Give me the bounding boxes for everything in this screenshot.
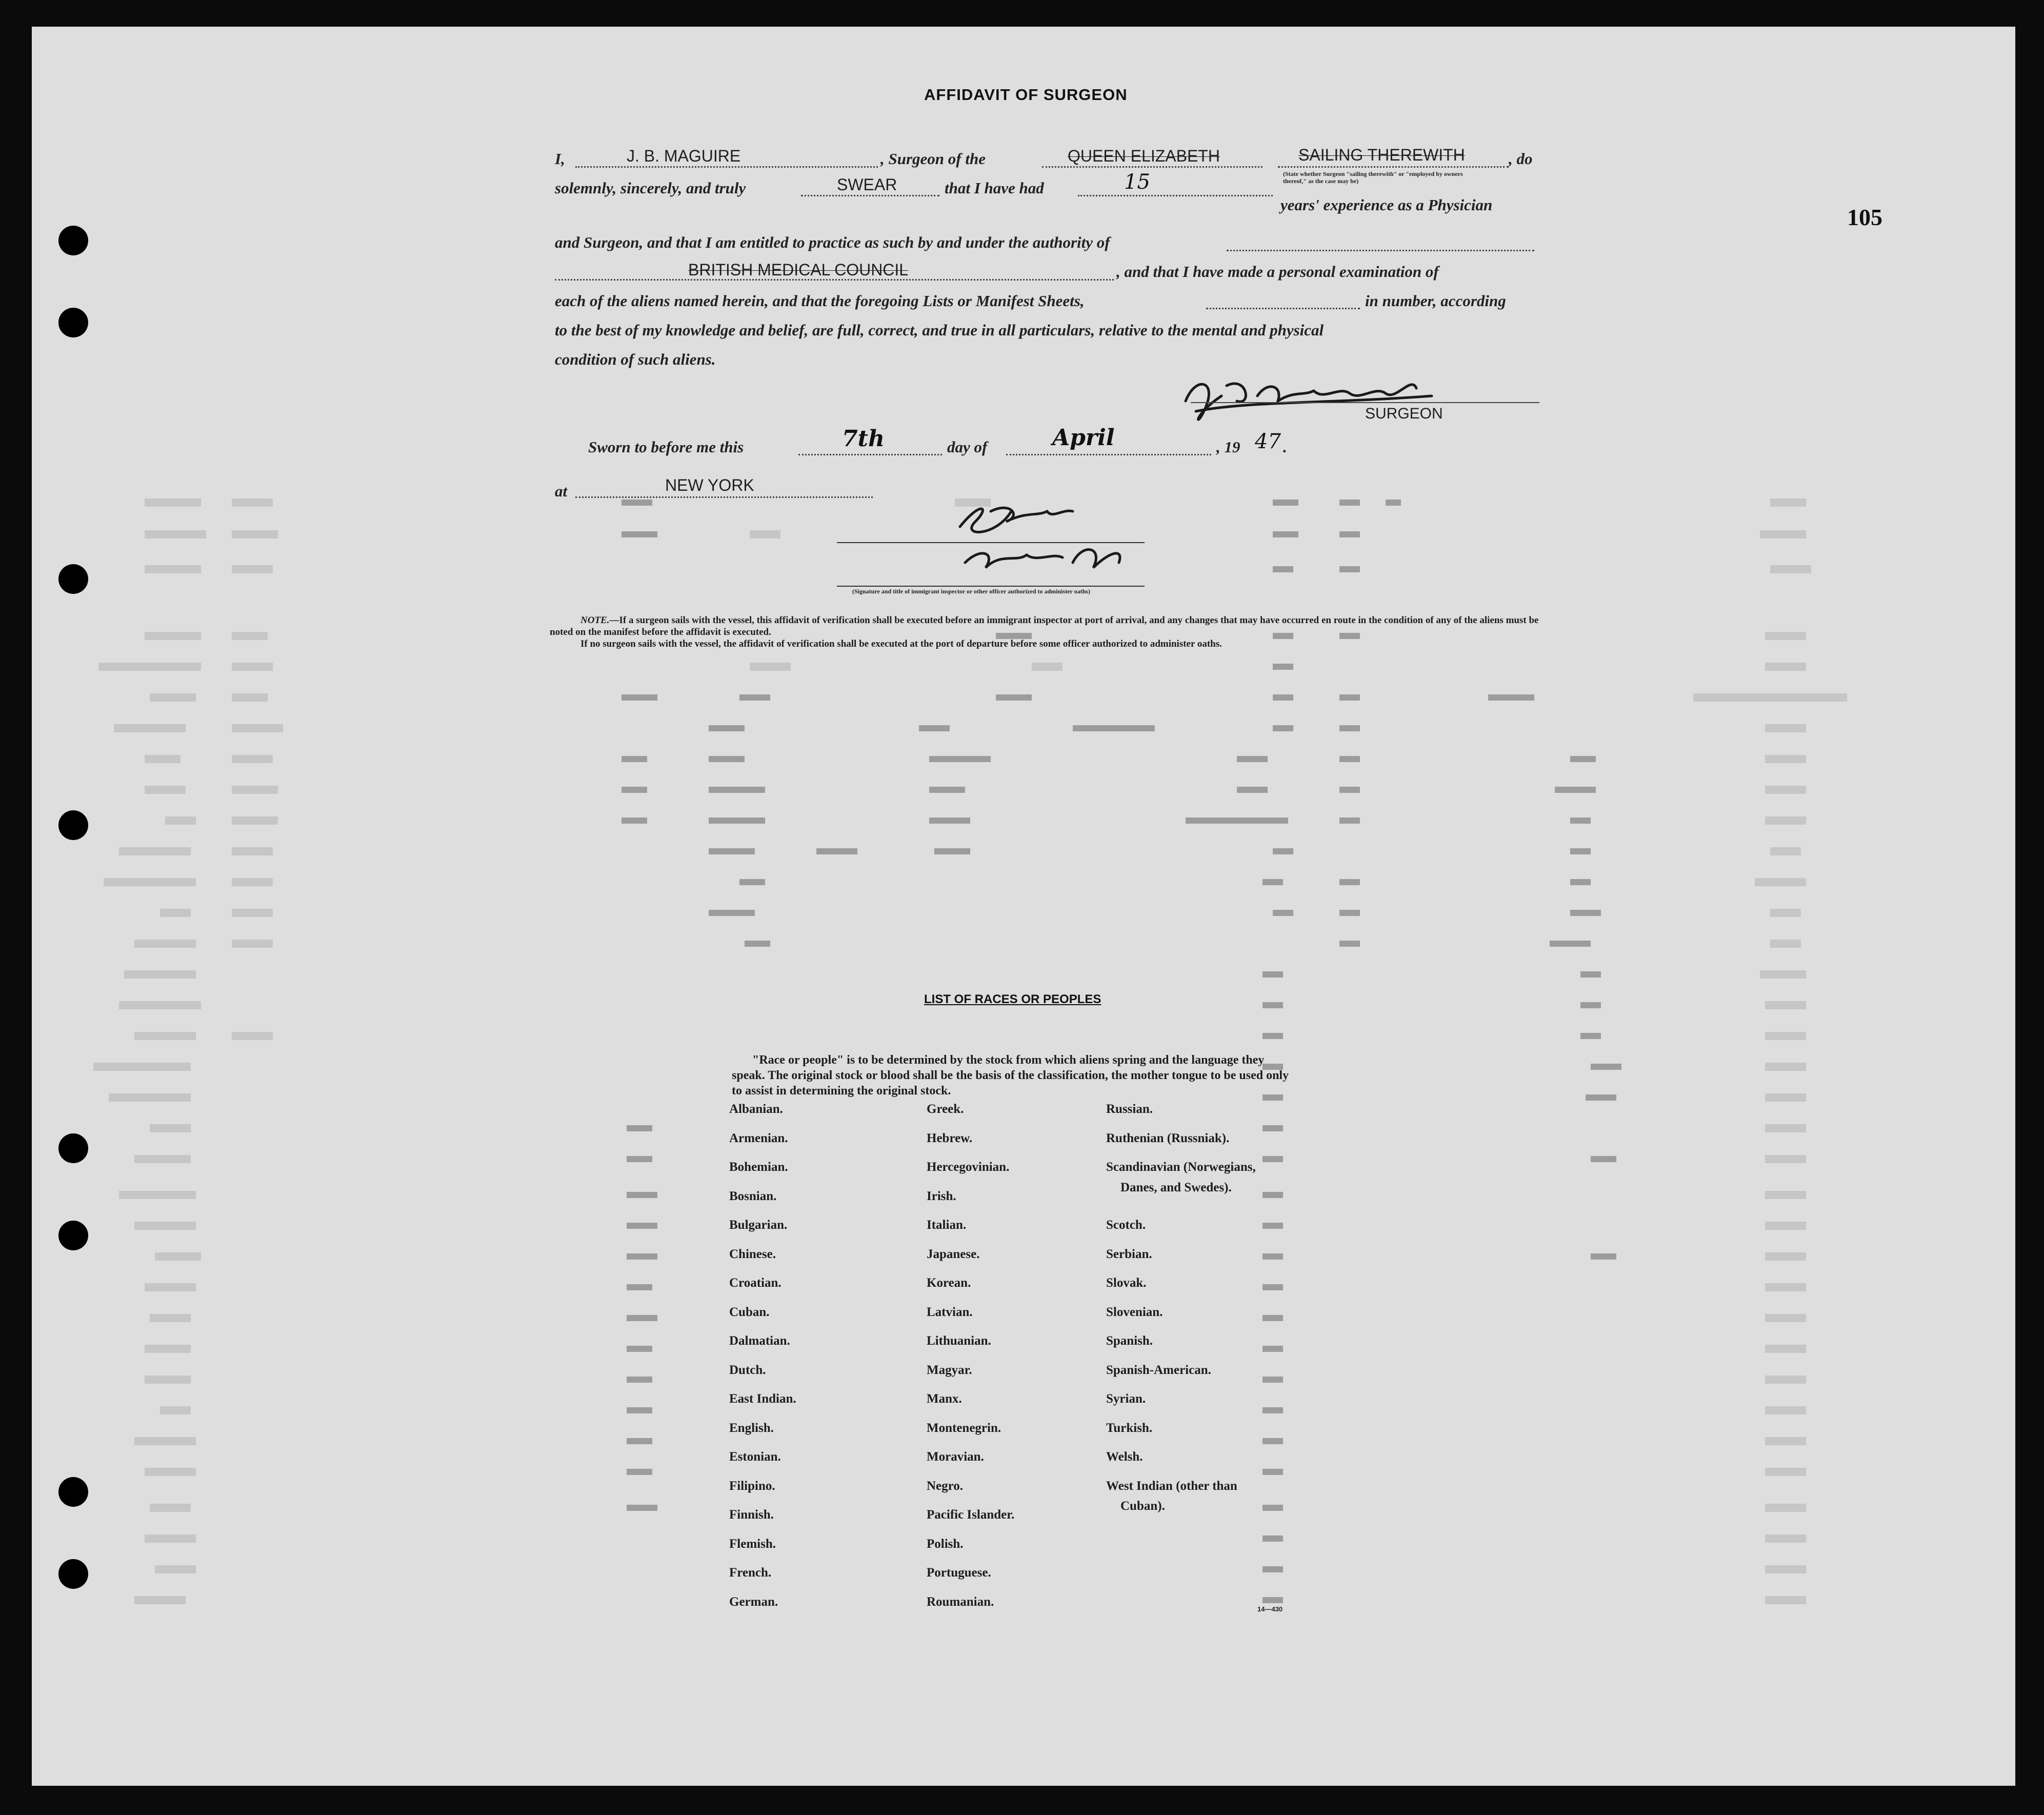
race-item: Moravian.	[927, 1450, 984, 1464]
sworn-pre: Sworn to before me this	[588, 438, 744, 456]
at-place-value: NEW YORK	[665, 476, 754, 494]
bleed-through-rows	[32, 27, 2015, 1786]
race-item: West Indian (other than	[1106, 1479, 1237, 1493]
race-item: Greek.	[927, 1102, 964, 1116]
race-item: Spanish-American.	[1106, 1363, 1211, 1377]
race-item: Polish.	[927, 1537, 964, 1551]
surgeon-name-value: J. B. MAGUIRE	[627, 147, 741, 165]
race-item: Lithuanian.	[927, 1334, 991, 1348]
note-text-2: If no surgeon sails with the vessel, the affidavit of verification shall be executed at the port of departure before some officer authorized to administer oaths.	[580, 639, 1222, 649]
race-item: English.	[729, 1421, 774, 1435]
race-item: Russian.	[1106, 1102, 1153, 1116]
authority-value: BRITISH MEDICAL COUNCIL	[688, 261, 909, 279]
race-item: Finnish.	[729, 1508, 774, 1522]
race-item: Albanian.	[729, 1102, 783, 1116]
race-item: Estonian.	[729, 1450, 781, 1464]
race-item: Ruthenian (Russniak).	[1106, 1131, 1230, 1145]
race-item: Pacific Islander.	[927, 1508, 1015, 1522]
race-item: Slovak.	[1106, 1276, 1147, 1290]
race-item: Irish.	[927, 1189, 956, 1203]
sailing-note: (State whether Surgeon "sailing therewith" or "employed by owners thereof," as the case may be)	[1283, 170, 1463, 185]
surgeon-name-line	[575, 166, 878, 168]
race-item: German.	[729, 1595, 778, 1609]
years-value: 15	[1124, 170, 1150, 194]
races-title: LIST OF RACES OR PEOPLES	[924, 992, 1101, 1006]
at-place-line	[575, 496, 873, 498]
punch-hole	[58, 1133, 88, 1163]
race-item: Manx.	[927, 1392, 962, 1406]
race-item: East Indian.	[729, 1392, 796, 1406]
race-item: Spanish.	[1106, 1334, 1153, 1348]
race-item: Flemish.	[729, 1537, 776, 1551]
sworn-month-line	[1006, 454, 1211, 455]
sailing-value: SAILING THEREWITH	[1298, 146, 1465, 164]
note-text: —If a surgeon sails with the vessel, this affidavit of verification shall be executed before an immigrant inspector at port of arrival, and any changes that may have occurred en route in the condition of any of the aliens must be noted on the manifest before the affidavit is executed.	[550, 615, 1539, 637]
affidavit-line2-mid: that I have had	[945, 179, 1044, 197]
race-item: Slovenian.	[1106, 1305, 1163, 1319]
affidavit-note	[550, 614, 1539, 650]
oath-value: SWEAR	[837, 175, 897, 194]
affidavit-line7: condition of such aliens.	[555, 350, 716, 368]
punch-hole	[58, 1559, 88, 1589]
race-item: Armenian.	[729, 1131, 788, 1145]
race-item: Cuban.	[729, 1305, 770, 1319]
sworn-mid: day of	[947, 438, 988, 456]
affidavit-line2-pre: solemnly, sincerely, and truly	[555, 179, 746, 197]
affidavit-line5-pre: each of the aliens named herein, and that the foregoing Lists or Manifest Sheets,	[555, 292, 1085, 310]
affidavit-line3: and Surgeon, and that I am entitled to practice as such by and under the authority of	[555, 233, 1110, 251]
affidavit-title: AFFIDAVIT OF SURGEON	[924, 86, 1128, 104]
race-item: Roumanian.	[927, 1595, 994, 1609]
document-page	[32, 27, 2015, 1786]
surgeon-signature-line	[1191, 402, 1539, 403]
affidavit-line6: to the best of my knowledge and belief, are full, correct, and true in all particulars, relative to the mental and physical	[555, 321, 1324, 339]
race-item: Syrian.	[1106, 1392, 1146, 1406]
sworn-day-value: 7th	[842, 426, 885, 452]
race-item: Croatian.	[729, 1276, 781, 1290]
page-number: 105	[1847, 204, 1882, 230]
sheets-count-line	[1206, 308, 1360, 309]
officer-signature-line-1	[837, 542, 1145, 543]
race-item: Bohemian.	[729, 1160, 788, 1174]
affidavit-line2-post: years' experience as a Physician	[1280, 196, 1493, 214]
race-item: Filipino.	[729, 1479, 775, 1493]
race-item: Dutch.	[729, 1363, 766, 1377]
vessel-value: QUEEN ELIZABETH	[1068, 147, 1220, 165]
race-item: Bulgarian.	[729, 1218, 788, 1232]
race-item: Negro.	[927, 1479, 964, 1493]
race-item: Scandinavian (Norwegians,	[1106, 1160, 1256, 1174]
race-item: Italian.	[927, 1218, 967, 1232]
race-item: Scotch.	[1106, 1218, 1146, 1232]
race-item: Chinese.	[729, 1247, 776, 1261]
punch-hole	[58, 564, 88, 594]
race-item: Latvian.	[927, 1305, 973, 1319]
years-line	[1078, 195, 1273, 196]
races-intro: "Race or people" is to be determined by the stock from which aliens spring and the language they speak. The original stock or blood shall be the basis of the classification, the mother tongue to be used only to assist in determining the original stock.	[732, 1053, 1289, 1098]
officer-caption: (Signature and title of immigrant inspector or other officer authorized to administer oaths)	[852, 588, 1090, 595]
affidavit-line5-post: in number, according	[1365, 292, 1506, 310]
race-item: Serbian.	[1106, 1247, 1152, 1261]
sworn-month-value: April	[1052, 425, 1115, 451]
race-item: Japanese.	[927, 1247, 980, 1261]
oath-line	[801, 195, 939, 196]
affidavit-line1-post: , do	[1509, 150, 1533, 168]
punch-hole	[58, 1477, 88, 1507]
race-item: Hercegovinian.	[927, 1160, 1010, 1174]
punch-hole	[58, 810, 88, 840]
affidavit-line1-pre: I,	[555, 150, 565, 168]
sailing-line	[1278, 166, 1509, 168]
sworn-year-pre: , 19	[1216, 438, 1240, 456]
race-item: Montenegrin.	[927, 1421, 1001, 1435]
race-item: French.	[729, 1566, 772, 1580]
race-item: Hebrew.	[927, 1131, 973, 1145]
race-item: Magyar.	[927, 1363, 972, 1377]
race-item: Portuguese.	[927, 1566, 991, 1580]
race-item: Danes, and Swedes).	[1120, 1181, 1232, 1194]
form-number: 14—430	[1257, 1605, 1283, 1613]
note-label: NOTE.	[580, 615, 610, 626]
punch-hole	[58, 308, 88, 337]
sworn-end: .	[1283, 438, 1287, 456]
race-item: Turkish.	[1106, 1421, 1153, 1435]
race-item: Bosnian.	[729, 1189, 777, 1203]
authority-line-a	[1227, 250, 1534, 251]
punch-hole	[58, 1221, 88, 1250]
sworn-year-value: 47	[1255, 430, 1281, 453]
officer-signature-line-2	[837, 586, 1145, 587]
race-item: Korean.	[927, 1276, 971, 1290]
race-item: Dalmatian.	[729, 1334, 790, 1348]
surgeon-signature-title: SURGEON	[1365, 405, 1443, 422]
affidavit-line1-mid: , Surgeon of the	[880, 150, 986, 168]
punch-hole	[58, 226, 88, 255]
vessel-line	[1042, 166, 1263, 168]
sworn-day-line	[798, 454, 942, 455]
at-pre: at	[555, 482, 568, 500]
affidavit-line4-post: , and that I have made a personal examination of	[1116, 263, 1439, 281]
race-item: Welsh.	[1106, 1450, 1143, 1464]
race-item: Cuban).	[1120, 1499, 1165, 1513]
